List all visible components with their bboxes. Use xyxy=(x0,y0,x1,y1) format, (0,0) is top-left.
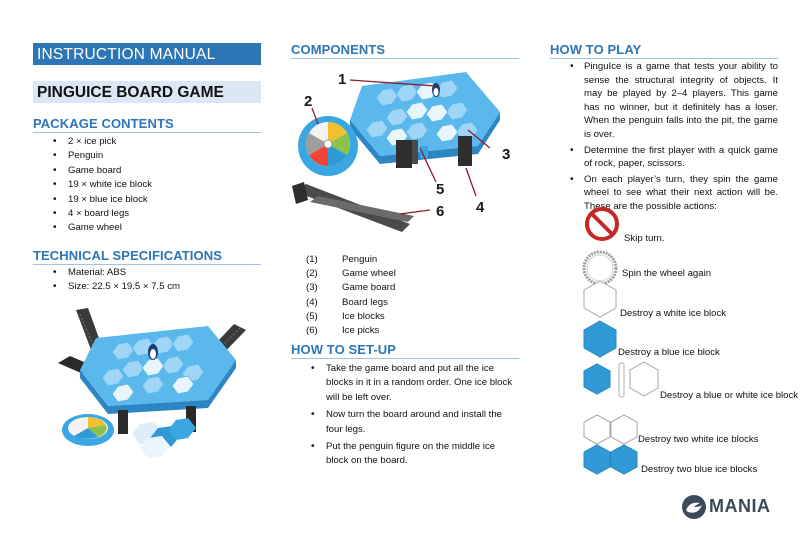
list-item: • Game board xyxy=(33,164,261,178)
action-destroy-blue: Destroy a blue ice block xyxy=(618,347,720,358)
list-item: • Penguin xyxy=(33,149,261,163)
how-to-play-heading: HOW TO PLAY xyxy=(550,42,778,59)
components-list xyxy=(296,253,516,338)
list-item: (6) Ice picks xyxy=(306,325,380,337)
list-item: • 2 × ice pick xyxy=(33,135,261,149)
subtitle-banner: PINGUICE BOARD GAME xyxy=(33,81,261,103)
callout-4: 4 xyxy=(476,199,485,216)
how-to-setup-heading: HOW TO SET-UP xyxy=(291,342,519,359)
white-ice-block-icon xyxy=(583,280,617,318)
list-item: • Size: 22.5 × 19.5 × 7.5 cm xyxy=(33,280,261,294)
list-item: (5) Ice blocks xyxy=(306,310,385,322)
callout-3: 3 xyxy=(502,146,511,163)
callout-2: 2 xyxy=(304,93,313,110)
list-item: • 19 × white ice block xyxy=(33,178,261,192)
blue-ice-block-icon xyxy=(583,320,617,358)
package-contents-heading: PACKAGE CONTENTS xyxy=(33,116,261,133)
list-item: • Material: ABS xyxy=(33,266,261,280)
list-item: • Determine the first player with a quick game of rock, paper, scissors. xyxy=(550,144,778,171)
title-banner: INSTRUCTION MANUAL xyxy=(33,43,261,65)
list-item: (1) Penguin xyxy=(306,254,378,265)
list-item: • PinguIce is a game that tests your ability to sense the structural integrity of objects. It may be played by 2–4 players. This game has no winner, but it definitely has a loser. When the penguin falls into the pit, the game is over. xyxy=(550,60,778,142)
action-destroy-white: Destroy a white ice block xyxy=(620,308,727,319)
technical-specifications-list xyxy=(33,266,261,295)
skip-turn-icon xyxy=(582,206,622,242)
two-white-ice-blocks-icon xyxy=(583,414,639,446)
callout-5: 5 xyxy=(436,181,445,198)
two-blue-ice-blocks-icon xyxy=(583,444,639,476)
list-item: (4) Board legs xyxy=(306,296,388,308)
action-destroy-two-blue: Destroy two blue ice blocks xyxy=(641,464,758,475)
components-diagram xyxy=(290,64,522,234)
callout-6: 6 xyxy=(436,203,445,220)
list-item: • 19 × blue ice block xyxy=(33,193,261,207)
mania-logo-text: MANIA xyxy=(709,496,771,516)
action-spin-again: Spin the wheel again xyxy=(622,268,712,279)
setup-list xyxy=(291,362,513,469)
components-heading: COMPONENTS xyxy=(291,42,519,59)
blue-or-white-ice-block-icon xyxy=(583,360,661,400)
list-item: • Game wheel xyxy=(33,221,261,235)
how-to-play-list xyxy=(550,60,778,214)
action-destroy-two-white: Destroy two white ice blocks xyxy=(638,434,759,445)
list-item: • 4 × board legs xyxy=(33,207,261,221)
package-contents-list xyxy=(33,135,261,236)
list-item: • Now turn the board around and install the four legs. xyxy=(291,408,513,437)
list-item: • Put the penguin figure on the middle ice block on the board. xyxy=(291,440,513,469)
technical-specifications-heading: TECHNICAL SPECIFICATIONS xyxy=(33,248,261,265)
callout-1: 1 xyxy=(338,71,347,88)
list-item: • Take the game board and put all the ice blocks in it in a random order. One ice block will be left over. xyxy=(291,362,513,405)
mania-logo-icon xyxy=(680,493,708,521)
action-skip-turn: Skip turn. xyxy=(624,233,665,244)
action-destroy-blue-or-white: Destroy a blue or white ice block xyxy=(660,390,799,401)
list-item: • On each player’s turn, they spin the game wheel to see what their next action will be. These are the possible actions: xyxy=(550,173,778,214)
list-item: (3) Game board xyxy=(306,282,396,294)
list-item: (2) Game wheel xyxy=(306,268,396,280)
product-photo-illustration xyxy=(58,308,258,458)
